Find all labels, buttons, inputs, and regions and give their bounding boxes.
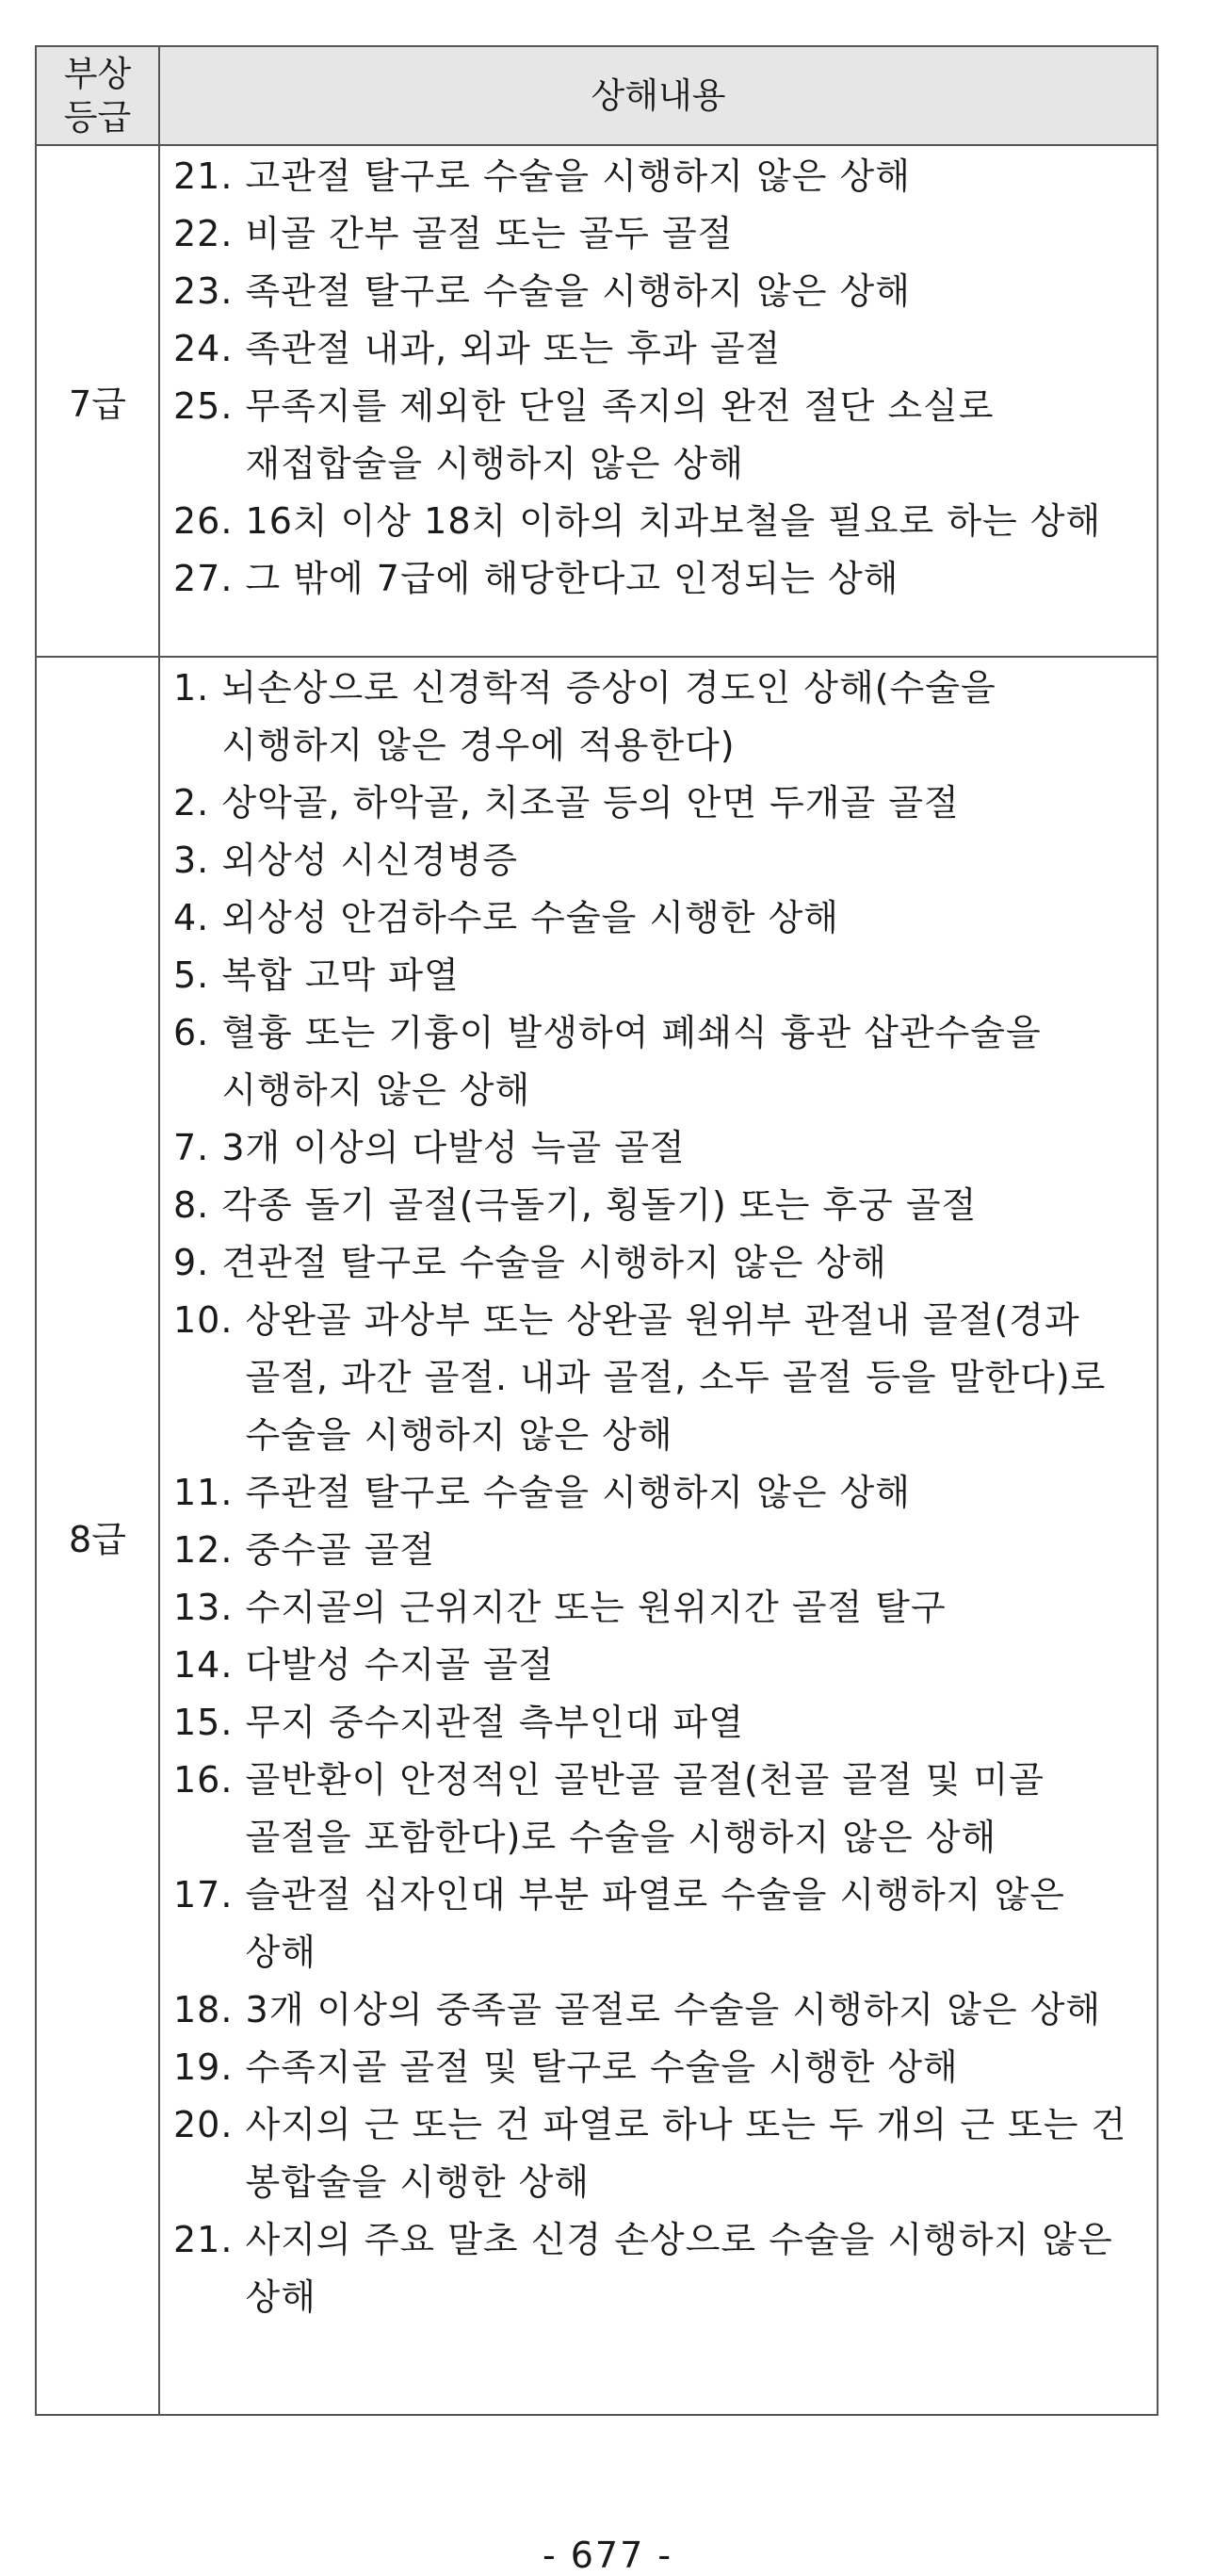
item-text: 혈흉 또는 기흉이 발생하여 폐쇄식 흉관 삽관수술을 시행하지 않은 상해 bbox=[221, 1012, 1042, 1111]
item-text: 골반환이 안정적인 골반골 골절(천골 골절 및 미골 골절을 포함한다)로 수술을 시행하지 않은 상해 bbox=[245, 1759, 1045, 1858]
item-text: 족관절 내과, 외과 또는 후과 골절 bbox=[245, 328, 782, 369]
grade-cell: 8급 bbox=[36, 657, 159, 2415]
item-number: 2. bbox=[173, 782, 222, 823]
list-item bbox=[173, 1752, 1143, 1867]
list-item bbox=[173, 1522, 1143, 1579]
item-number: 22. bbox=[173, 213, 246, 254]
item-number: 12. bbox=[173, 1529, 246, 1571]
injury-grade-table bbox=[35, 45, 1158, 2416]
header-grade-label: 부상 등급 bbox=[63, 53, 132, 138]
item-text: 수지골의 근위지간 또는 원위지간 골절 탈구 bbox=[245, 1587, 947, 1628]
item-number: 15. bbox=[173, 1702, 246, 1743]
item-number: 11. bbox=[173, 1472, 246, 1513]
list-item bbox=[173, 1464, 1143, 1522]
item-text: 3개 이상의 다발성 늑골 골절 bbox=[221, 1127, 686, 1168]
list-item bbox=[173, 2039, 1143, 2096]
item-text: 외상성 안검하수로 수술을 시행한 상해 bbox=[221, 897, 839, 938]
list-item bbox=[173, 1119, 1143, 1177]
item-number: 21. bbox=[173, 2219, 246, 2260]
item-number: 8. bbox=[173, 1184, 222, 1226]
content-cell bbox=[159, 145, 1158, 657]
item-number: 18. bbox=[173, 1989, 246, 2030]
item-text: 복합 고막 파열 bbox=[221, 954, 460, 996]
item-text: 사지의 주요 말초 신경 손상으로 수술을 시행하지 않은 상해 bbox=[245, 2219, 1113, 2318]
item-text: 뇌손상으로 신경학적 증상이 경도인 상해(수술을 시행하지 않은 경우에 적용한다) bbox=[221, 667, 996, 766]
list-item bbox=[173, 660, 1143, 774]
item-text: 그 밖에 7급에 해당한다고 인정되는 상해 bbox=[245, 558, 899, 599]
list-item bbox=[173, 2211, 1143, 2326]
item-number: 14. bbox=[173, 1644, 246, 1686]
list-item bbox=[173, 148, 1143, 205]
list-item bbox=[173, 1637, 1143, 1694]
item-text: 견관절 탈구로 수술을 시행하지 않은 상해 bbox=[221, 1242, 887, 1283]
item-number: 10. bbox=[173, 1299, 246, 1341]
item-text: 상완골 과상부 또는 상완골 원위부 관절내 골절(경과 골절, 과간 골절. 내과 골절, 소두 골절 등을 말한다)로 수술을 시행하지 않은 상해 bbox=[245, 1299, 1107, 1456]
item-number: 26. bbox=[173, 500, 246, 542]
item-number: 24. bbox=[173, 328, 246, 369]
list-item bbox=[173, 1981, 1143, 2039]
item-text: 족관절 탈구로 수술을 시행하지 않은 상해 bbox=[245, 270, 911, 312]
item-text: 외상성 시신경병증 bbox=[221, 840, 519, 881]
header-content bbox=[159, 46, 1158, 145]
item-number: 25. bbox=[173, 385, 246, 427]
list-item bbox=[173, 378, 1143, 493]
item-text: 중수골 골절 bbox=[245, 1529, 436, 1571]
page-number: - 677 - bbox=[542, 2535, 673, 2576]
list-item bbox=[173, 947, 1143, 1004]
list-item bbox=[173, 774, 1143, 832]
list-item bbox=[173, 1004, 1143, 1119]
list-item bbox=[173, 1177, 1143, 1234]
item-number: 17. bbox=[173, 1874, 246, 1916]
table-row-grade-8 bbox=[36, 657, 1158, 2415]
item-text: 다발성 수지골 골절 bbox=[245, 1644, 555, 1686]
content-cell bbox=[159, 657, 1158, 2415]
item-number: 19. bbox=[173, 2046, 246, 2088]
item-text: 슬관절 십자인대 부분 파열로 수술을 시행하지 않은 상해 bbox=[245, 1874, 1065, 1973]
item-number: 3. bbox=[173, 840, 222, 881]
item-text: 주관절 탈구로 수술을 시행하지 않은 상해 bbox=[245, 1472, 911, 1513]
list-item bbox=[173, 1694, 1143, 1752]
item-text: 무족지를 제외한 단일 족지의 완전 절단 소실로 재접합술을 시행하지 않은 상해 bbox=[245, 385, 995, 484]
item-text: 3개 이상의 중족골 골절로 수술을 시행하지 않은 상해 bbox=[245, 1989, 1102, 2030]
item-text: 비골 간부 골절 또는 골두 골절 bbox=[245, 213, 734, 254]
grade-cell: 7급 bbox=[36, 145, 159, 657]
list-item bbox=[173, 550, 1143, 608]
item-number: 20. bbox=[173, 2104, 246, 2145]
item-number: 1. bbox=[173, 667, 222, 709]
list-item bbox=[173, 493, 1143, 550]
header-grade bbox=[36, 46, 159, 145]
list-item bbox=[173, 1579, 1143, 1637]
item-text: 무지 중수지관절 측부인대 파열 bbox=[245, 1702, 744, 1743]
item-text: 수족지골 골절 및 탈구로 수술을 시행한 상해 bbox=[245, 2046, 959, 2088]
table-header-row bbox=[36, 46, 1158, 145]
item-text: 16치 이상 18치 이하의 치과보철을 필요로 하는 상해 bbox=[245, 500, 1102, 542]
table-row-grade-7 bbox=[36, 145, 1158, 657]
list-item bbox=[173, 320, 1143, 378]
item-text: 사지의 근 또는 건 파열로 하나 또는 두 개의 근 또는 건 봉합술을 시행한 상해 bbox=[245, 2104, 1127, 2203]
item-number: 27. bbox=[173, 558, 246, 599]
item-number: 4. bbox=[173, 897, 222, 938]
item-number: 13. bbox=[173, 1587, 246, 1628]
list-item bbox=[173, 205, 1143, 263]
list-item bbox=[173, 832, 1143, 889]
item-text: 상악골, 하악골, 치조골 등의 안면 두개골 골절 bbox=[221, 782, 960, 823]
item-number: 21. bbox=[173, 155, 246, 197]
item-number: 6. bbox=[173, 1012, 222, 1053]
item-number: 16. bbox=[173, 1759, 246, 1801]
item-number: 7. bbox=[173, 1127, 222, 1168]
list-item bbox=[173, 2096, 1143, 2211]
item-text: 각종 돌기 골절(극돌기, 횡돌기) 또는 후궁 골절 bbox=[221, 1184, 978, 1226]
item-number: 5. bbox=[173, 954, 222, 996]
list-item bbox=[173, 1234, 1143, 1292]
item-number: 9. bbox=[173, 1242, 222, 1283]
list-item bbox=[173, 889, 1143, 947]
header-content-label: 상해내용 bbox=[591, 74, 726, 116]
item-text: 고관절 탈구로 수술을 시행하지 않은 상해 bbox=[245, 155, 911, 197]
item-number: 23. bbox=[173, 270, 246, 312]
list-item bbox=[173, 1292, 1143, 1464]
list-item bbox=[173, 263, 1143, 320]
list-item bbox=[173, 1867, 1143, 1981]
